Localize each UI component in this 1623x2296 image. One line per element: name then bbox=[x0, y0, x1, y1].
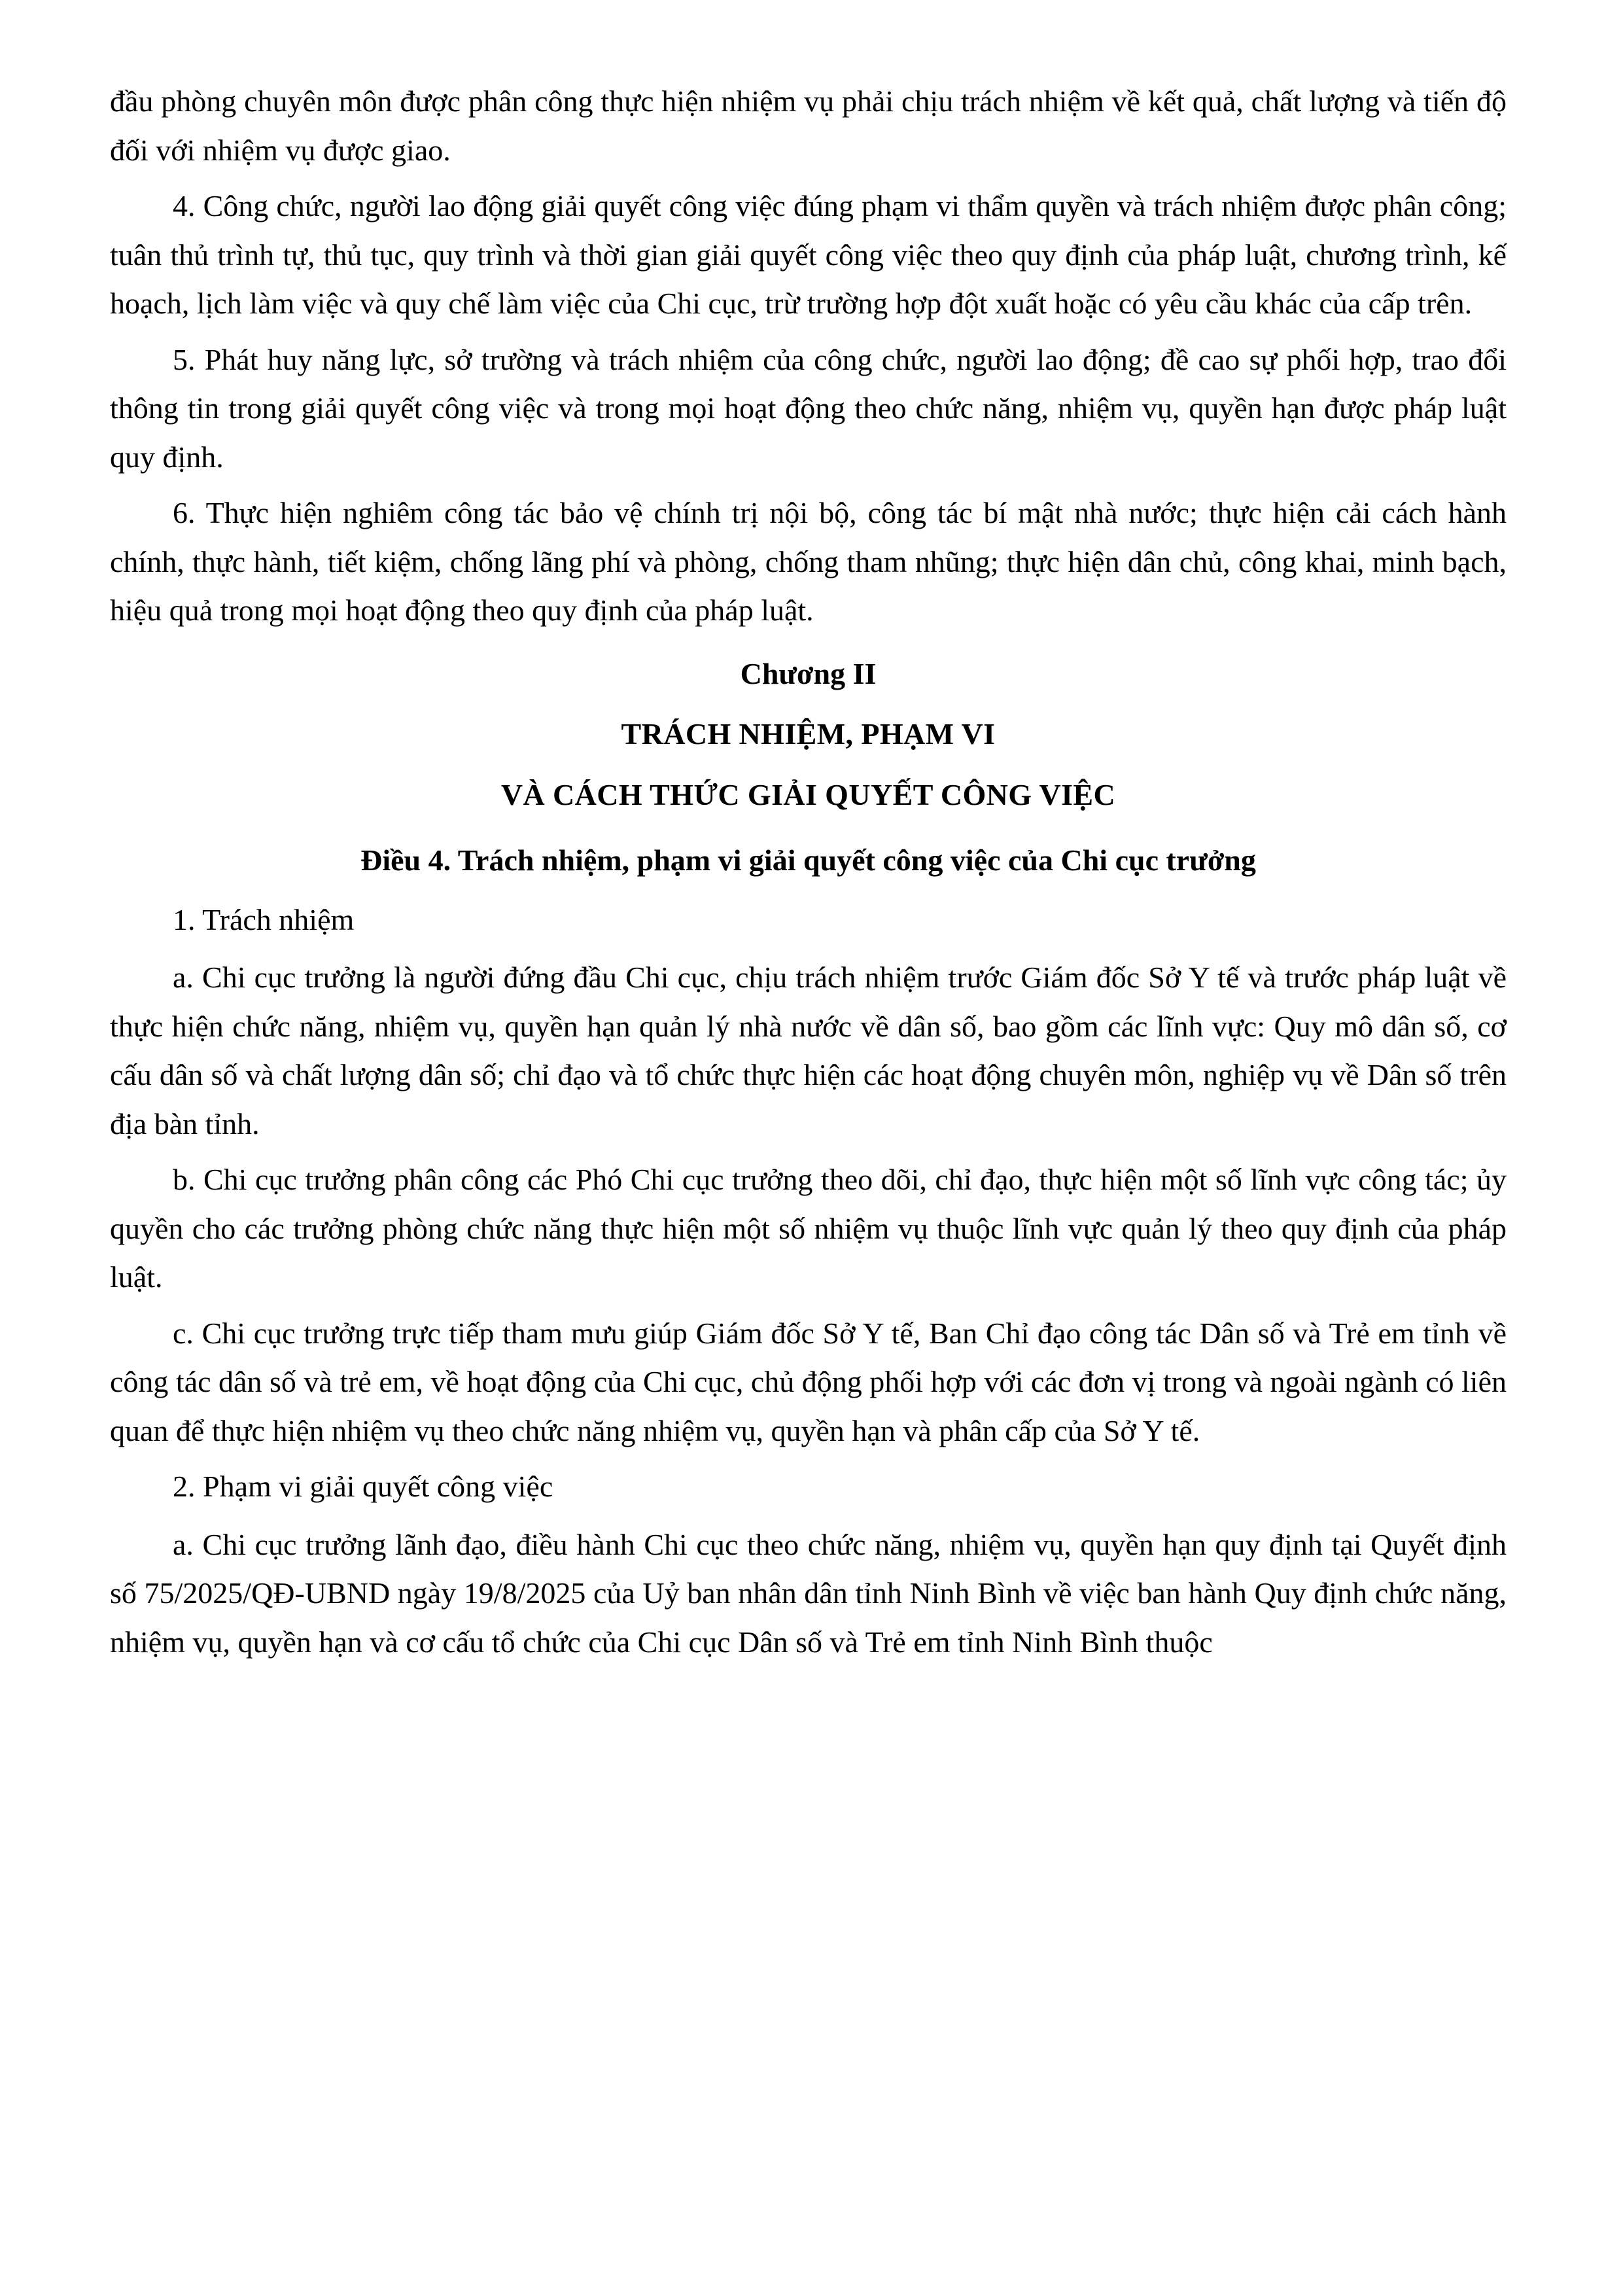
paragraph-item-4: 4. Công chức, người lao động giải quyết công việc đúng phạm vi thẩm quyền và trách nhiệm được phân công; tuân thủ trình tự, thủ tục, quy trình và thời gian giải quyết công việc theo quy định của pháp luật, chương trình, kế hoạch, lịch làm việc và quy chế làm việc của Chi cục, trừ trường hợp đột xuất hoặc có yêu cầu khác của cấp trên. bbox=[110, 189, 1507, 321]
paragraph-item-6: 6. Thực hiện nghiêm công tác bảo vệ chính trị nội bộ, công tác bí mật nhà nước; thực hiện cải cách hành chính, thực hành, tiết kiệm, chống lãng phí và phòng, chống tham nhũng; thực hiện dân chủ, công khai, minh bạch, hiệu quả trong mọi hoạt động theo quy định của pháp luật. bbox=[110, 496, 1507, 627]
chapter-title-line-1: TRÁCH NHIỆM, PHẠM VI bbox=[621, 717, 996, 751]
document-body bbox=[110, 77, 1507, 1667]
section-2-heading: 2. Phạm vi giải quyết công việc bbox=[173, 1470, 553, 1504]
section-1-item-b: b. Chi cục trưởng phân công các Phó Chi cục trưởng theo dõi, chỉ đạo, thực hiện một số lĩnh vực công tác; ủy quyền cho các trưởng phòng chức năng thực hiện một số nhiệm vụ thuộc lĩnh vực quản lý theo quy định của pháp luật. bbox=[110, 1163, 1507, 1294]
paragraph-item-5: 5. Phát huy năng lực, sở trường và trách nhiệm của công chức, người lao động; đề cao sự phối hợp, trao đổi thông tin trong giải quyết công việc và trong mọi hoạt động theo chức năng, nhiệm vụ, quyền hạn được pháp luật quy định. bbox=[110, 342, 1507, 474]
section-2-item-a: a. Chi cục trưởng lãnh đạo, điều hành Chi cục theo chức năng, nhiệm vụ, quyền hạn quy định tại Quyết định số 75/2025/QĐ-UBND ngày 19/8/2025 của Uỷ ban nhân dân tỉnh Ninh Bình về việc ban hành Quy định chức năng, nhiệm vụ, quyền hạn và cơ cấu tổ chức của Chi cục Dân số và Trẻ em tỉnh Ninh Bình thuộc bbox=[110, 1527, 1507, 1659]
section-1-heading: 1. Trách nhiệm bbox=[173, 902, 355, 936]
section-1-item-a: a. Chi cục trưởng là người đứng đầu Chi cục, chịu trách nhiệm trước Giám đốc Sở Y tế và trước pháp luật về thực hiện chức năng, nhiệm vụ, quyền hạn quản lý nhà nước về dân số, bao gồm các lĩnh vực: Quy mô dân số, cơ cấu dân số và chất lượng dân số; chỉ đạo và tổ chức thực hiện các hoạt động chuyên môn, nghiệp vụ về Dân số trên địa bàn tỉnh. bbox=[110, 961, 1507, 1140]
chapter-label: Chương II bbox=[740, 656, 877, 690]
paragraph-continuation: đầu phòng chuyên môn được phân công thực hiện nhiệm vụ phải chịu trách nhiệm về kết quả, chất lượng và tiến độ đối với nhiệm vụ được giao. bbox=[110, 84, 1507, 167]
chapter-title-line-2: VÀ CÁCH THỨC GIẢI QUYẾT CÔNG VIỆC bbox=[500, 777, 1116, 811]
article-title: Điều 4. Trách nhiệm, phạm vi giải quyết công việc của Chi cục trưởng bbox=[360, 843, 1256, 877]
section-1-item-c: c. Chi cục trưởng trực tiếp tham mưu giúp Giám đốc Sở Y tế, Ban Chỉ đạo công tác Dân số và Trẻ em tỉnh về công tác dân số và trẻ em, về hoạt động của Chi cục, chủ động phối hợp với các đơn vị trong và ngoài ngành có liên quan để thực hiện nhiệm vụ theo chức năng nhiệm vụ, quyền hạn và phân cấp của Sở Y tế. bbox=[110, 1316, 1507, 1447]
